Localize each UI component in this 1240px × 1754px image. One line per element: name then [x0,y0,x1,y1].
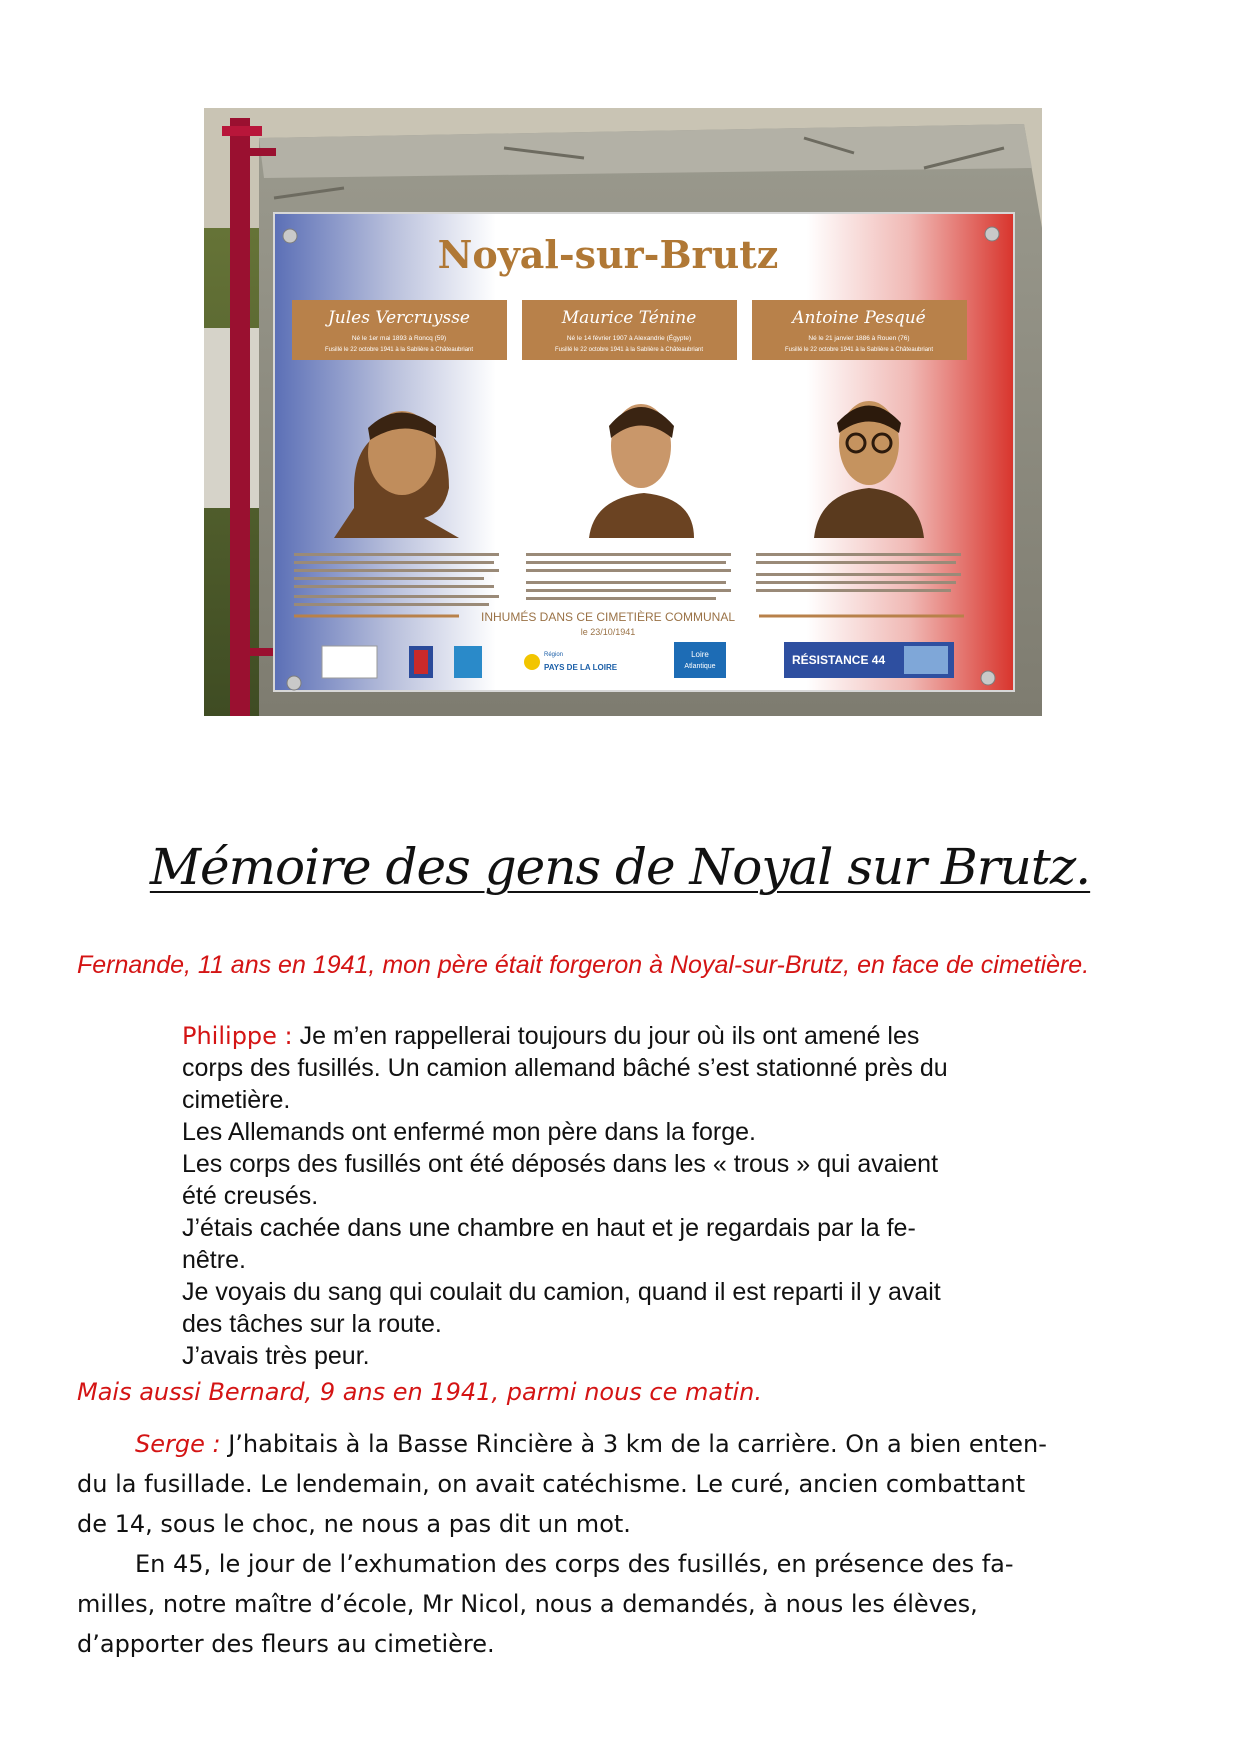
plaque-name-3: Antoine Pesqué [792,308,926,328]
logo-resistance-label: RÉSISTANCE 44 [792,653,886,667]
plaque-born-3: Né le 21 janvier 1886 à Rouen (76) [808,335,910,342]
testimony-line: du la fusillade. Le lendemain, on avait catéchisme. Le curé, ancien combattant [77,1470,1026,1498]
plaque-born-1: Né le 1er mai 1893 à Roncq (59) [351,335,447,342]
testimony-line [77,1424,1167,1464]
memorial-plaque-photo [204,108,1042,716]
testimony-line: J’avais très peur. [182,1342,370,1370]
testimony-line: des tâches sur la route. [182,1310,442,1338]
logo-loire-1: Loire [691,650,709,659]
logo-region: Région [544,652,564,658]
testimony-line: En 45, le jour de l’exhumation des corps des fusillés, en présence des fa- [135,1550,1014,1578]
plaque-died-1: Fusillé le 22 octobre 1941 à la Sablière à Châteaubriant [324,347,474,353]
testimony-line [182,1020,1102,1052]
section1-testimony [182,1020,1102,1372]
testimony-line: Je voyais du sang qui coulait du camion, quand il est reparti il y avait [182,1278,941,1306]
logo-loire-atlantique [674,642,726,678]
testimony-line: nêtre. [182,1246,246,1274]
plaque-name-1: Jules Vercruysse [327,308,471,328]
testimony-line: milles, notre maître d’école, Mr Nicol, nous a demandés, à nous les élèves, [77,1590,978,1618]
testimony-text: J’habitais à la Basse Rincière à 3 km de la carrière. On a bien enten- [220,1430,1047,1458]
logo-resistance-44 [784,642,954,678]
speaker-serge: Serge : [135,1430,221,1458]
testimony-line: J’étais cachée dans une chambre en haut et je regardais par la fe- [182,1214,916,1242]
plaque-died-2: Fusillé le 22 octobre 1941 à la Sablière à Châteaubriant [554,347,704,353]
testimony-text: Je m’en rappellerai toujours du jour où ils ont amené les [292,1022,920,1050]
testimony-line: Les corps des fusillés ont été déposés dans les « trous » qui avaient [182,1150,939,1178]
plaque-name-2: Maurice Ténine [561,308,697,328]
testimony-line: été creusés. [182,1182,319,1210]
testimony-line: de 14, sous le choc, ne nous a pas dit un mot. [77,1510,631,1538]
plaque-footer: INHUMÉS DANS CE CIMETIÈRE COMMUNAL [480,610,736,624]
logo-pays-de-la-loire [520,644,618,680]
testimony-line: corps des fusillés. Un camion allemand bâché s’est stationné près du [182,1054,948,1082]
plaque-title: Noyal-sur-Brutz [437,232,779,277]
plaque-died-3: Fusillé le 22 octobre 1941 à la Sablière à Châteaubriant [784,347,934,353]
plaque-date: le 23/10/1941 [580,627,636,637]
testimony-line: d’apporter des fleurs au cimetière. [77,1630,495,1658]
section2-intro: Mais aussi Bernard, 9 ans en 1941, parmi nous ce matin. [77,1378,763,1406]
document-title-text: Mémoire des gens de Noyal sur Brutz. [149,838,1091,896]
speaker-philippe: Philippe : [182,1022,293,1050]
logo-pays-label: PAYS DE LA LOIRE [544,663,618,672]
testimony-line: Les Allemands ont enfermé mon père dans la forge. [182,1118,756,1146]
document-title [0,838,1240,896]
section2-testimony [77,1424,1167,1664]
section1-intro: Fernande, 11 ans en 1941, mon père était forgeron à Noyal-sur-Brutz, en face de cimetière. [77,951,1090,979]
logo-loire-2: Atlantique [684,663,716,670]
plaque-photo-illustration [204,108,1042,716]
plaque-born-2: Né le 14 février 1907 à Alexandrie (Égypte) [566,335,692,342]
testimony-line: cimetière. [182,1086,291,1114]
